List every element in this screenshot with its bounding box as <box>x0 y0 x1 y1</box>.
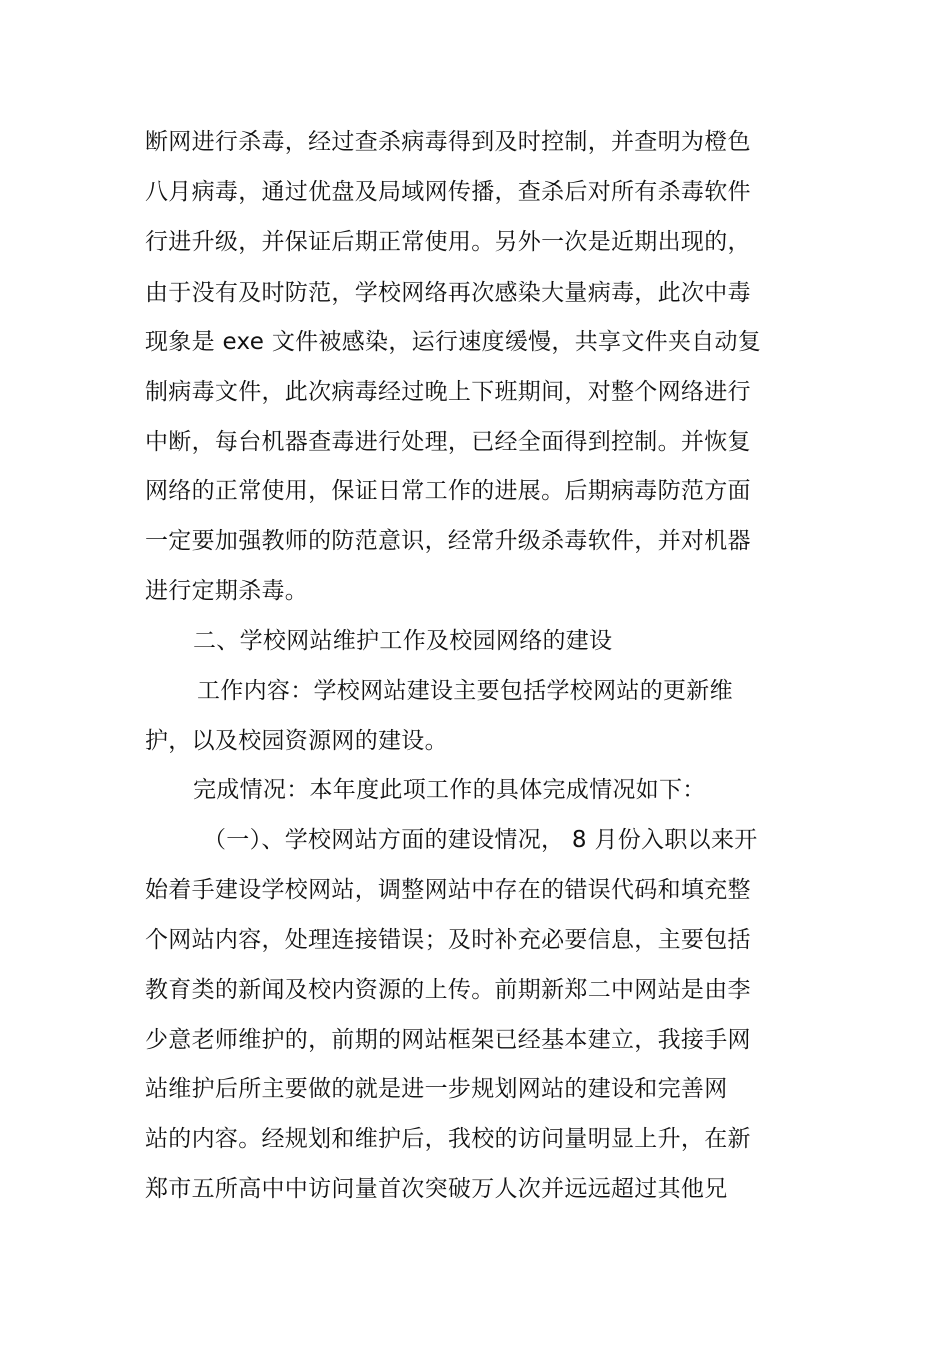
text-line-20: 站维护后所主要做的就是进一步规划网站的建设和完善网 <box>145 1076 728 1102</box>
text-line-16: 始着手建设学校网站，调整网站中存在的错误代码和填充整 <box>145 877 751 903</box>
text-line-9: 一定要加强教师的防范意识，经常升级杀毒软件，并对机器 <box>145 528 751 554</box>
text-line-5: 现象是 exe 文件被感染，运行速度缓慢，共享文件夹自动复 <box>145 329 762 355</box>
text-line-10: 进行定期杀毒。 <box>145 578 309 604</box>
text-line-13: 护，以及校园资源网的建设。 <box>145 728 448 754</box>
text-line-12: 工作内容：学校网站建设主要包括学校网站的更新维 <box>197 678 733 704</box>
text-line-19: 少意老师维护的，前期的网站框架已经基本建立，我接手网 <box>145 1027 751 1053</box>
text-line-8: 网络的正常使用，保证日常工作的进展。后期病毒防范方面 <box>145 478 751 504</box>
text-line-15: （一）、学校网站方面的建设情况， 8 月份入职以来开 <box>203 827 758 853</box>
text-line-6: 制病毒文件，此次病毒经过晚上下班期间，对整个网络进行 <box>145 379 751 405</box>
text-line-1: 断网进行杀毒，经过查杀病毒得到及时控制，并查明为橙色 <box>145 129 751 155</box>
text-line-7: 中断，每台机器查毒进行处理，已经全面得到控制。并恢复 <box>145 429 751 455</box>
text-line-2: 八月病毒，通过优盘及局域网传播，查杀后对所有杀毒软件 <box>145 179 751 205</box>
text-line-4: 由于没有及时防范，学校网络再次感染大量病毒，此次中毒 <box>145 280 751 306</box>
text-line-17: 个网站内容，处理连接错误；及时补充必要信息，主要包括 <box>145 927 751 953</box>
text-line-3: 行进升级，并保证后期正常使用。另外一次是近期出现的， <box>145 229 751 255</box>
text-line-14: 完成情况：本年度此项工作的具体完成情况如下： <box>193 777 706 803</box>
section-heading: 二、学校网站维护工作及校园网络的建设 <box>193 628 613 654</box>
text-line-21: 站的内容。经规划和维护后，我校的访问量明显上升，在新 <box>145 1126 751 1152</box>
text-line-18: 教育类的新闻及校内资源的上传。前期新郑二中网站是由李 <box>145 977 751 1003</box>
text-line-22: 郑市五所高中中访问量首次突破万人次并远远超过其他兄 <box>145 1176 728 1202</box>
